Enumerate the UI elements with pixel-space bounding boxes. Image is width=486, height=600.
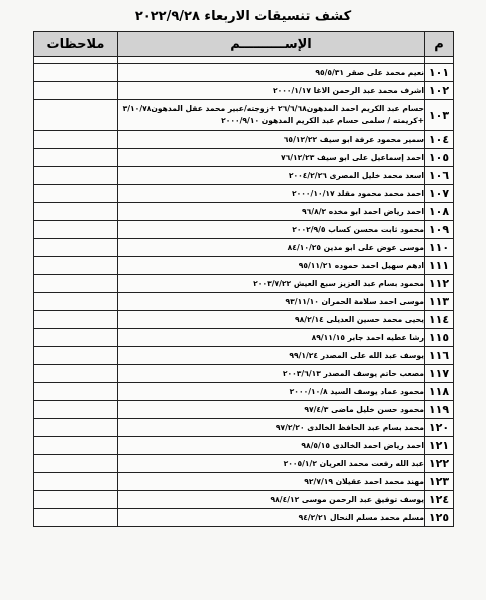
row-notes (34, 383, 118, 401)
row-name: محمود عماد يوسف السيد ٢٠٠٠/١٠/٨ (118, 383, 425, 401)
row-notes (34, 455, 118, 473)
row-name: عبد الله رفعت محمد العريان ٢٠٠٥/١/٢ (118, 455, 425, 473)
table-row (34, 100, 454, 131)
row-number: ١٠٧ (425, 185, 454, 203)
table-row (34, 473, 454, 491)
table-row (34, 365, 454, 383)
row-name: احمد محمد محمود مقلد ٢٠٠٠/١٠/١٧ (118, 185, 425, 203)
row-number: ١٠٦ (425, 167, 454, 185)
table-row (34, 275, 454, 293)
table-row (34, 491, 454, 509)
row-name: مصعب حاتم يوسف المصدر ٢٠٠٣/٦/١٣ (118, 365, 425, 383)
table-row (34, 509, 454, 527)
row-number: ١٢٢ (425, 455, 454, 473)
row-notes (34, 419, 118, 437)
row-number: ١١٣ (425, 293, 454, 311)
table-row (34, 383, 454, 401)
roster-table (33, 31, 454, 527)
row-name: رشا عطيه احمد جابر ٨٩/١١/١٥ (118, 329, 425, 347)
row-name: محمود حسن خليل ماضى ٩٧/٤/٣ (118, 401, 425, 419)
header-name: الإســــــــــم (118, 32, 425, 57)
row-number: ١١٦ (425, 347, 454, 365)
row-number: ١٠٤ (425, 131, 454, 149)
row-number: ١١٨ (425, 383, 454, 401)
spacer-cell (34, 57, 118, 64)
table-row (34, 239, 454, 257)
row-notes (34, 149, 118, 167)
table-row (34, 401, 454, 419)
row-name: احمد رياض احمد ابو مخده ٩٦/٨/٢ (118, 203, 425, 221)
row-notes (34, 167, 118, 185)
table-row (34, 167, 454, 185)
row-name: اشرف محمد عبد الرحمن الاغا ٢٠٠٠/١/١٧ (118, 82, 425, 100)
row-name: احمد رياض احمد الخالدى ٩٨/٥/١٥ (118, 437, 425, 455)
row-number: ١٠٥ (425, 149, 454, 167)
spacer-row (34, 57, 454, 64)
page-title: كشف تنسيقات الاربعاء ٢٠٢٢/٩/٢٨ (134, 9, 352, 24)
row-name: يوسف عبد الله على المصدر ٩٩/١/٢٤ (118, 347, 425, 365)
row-number: ١١١ (425, 257, 454, 275)
row-notes (34, 365, 118, 383)
row-notes (34, 239, 118, 257)
row-number: ١٠١ (425, 64, 454, 82)
row-notes (34, 347, 118, 365)
table-row (34, 419, 454, 437)
row-number: ١١٢ (425, 275, 454, 293)
row-name: مهند محمد احمد عقيلان ٩٢/٧/١٩ (118, 473, 425, 491)
row-name: محمود ثابت محسن كساب ٢٠٠٢/٩/٥ (118, 221, 425, 239)
row-name: مسلم محمد مسلم النحال ٩٤/٢/٢١ (118, 509, 425, 527)
row-number: ١١٧ (425, 365, 454, 383)
row-number: ١٠٢ (425, 82, 454, 100)
row-name: يوسف توفيق عبد الرحمن موسى ٩٨/٤/١٢ (118, 491, 425, 509)
row-notes (34, 100, 118, 131)
row-notes (34, 437, 118, 455)
row-number: ١١٩ (425, 401, 454, 419)
row-notes (34, 329, 118, 347)
row-notes (34, 509, 118, 527)
table-row (34, 82, 454, 100)
row-notes (34, 275, 118, 293)
table-row (34, 149, 454, 167)
table-row (34, 455, 454, 473)
table-row (34, 437, 454, 455)
row-name: سمير محمود عرفة ابو سيف ٦٥/١٢/٢٢ (118, 131, 425, 149)
row-name: يحيى محمد حسين العديلى ٩٨/٢/١٤ (118, 311, 425, 329)
table-row (34, 221, 454, 239)
table-row (34, 64, 454, 82)
row-name: نعيم محمد على صقر ٩٥/٥/٣١ (118, 64, 425, 82)
row-name: محمود بسام عبد العزيز سبع العيش ٢٠٠٣/٧/٢٢ (118, 275, 425, 293)
row-notes (34, 203, 118, 221)
row-name: حسام عبد الكريم احمد المدهون٢٦/٦/٦٨ +زوجته/عبير محمد عقل المدهون٣/١٠/٧٨ +كريمته / سلمى حسام عبد الكريم المدهون ٢٠٠٠/٩/١٠ (118, 100, 425, 131)
row-number: ١١٥ (425, 329, 454, 347)
row-number: ١١٠ (425, 239, 454, 257)
table-row (34, 329, 454, 347)
table-row (34, 347, 454, 365)
row-number: ١٢٥ (425, 509, 454, 527)
row-number: ١٢١ (425, 437, 454, 455)
row-notes (34, 82, 118, 100)
row-number: ١٠٨ (425, 203, 454, 221)
table-row (34, 293, 454, 311)
row-notes (34, 257, 118, 275)
table-row (34, 203, 454, 221)
row-notes (34, 221, 118, 239)
row-number: ١٠٣ (425, 100, 454, 131)
table-header-row (34, 32, 454, 57)
row-name: ادهم سهيل احمد حموده ٩٥/١١/٢١ (118, 257, 425, 275)
row-number: ١٢٣ (425, 473, 454, 491)
row-notes (34, 64, 118, 82)
table-row (34, 257, 454, 275)
row-name: محمد بسام عبد الحافظ الخالدى ٩٧/٢/٢٠ (118, 419, 425, 437)
row-number: ١٢٠ (425, 419, 454, 437)
header-num: م (425, 32, 454, 57)
row-name: موسى احمد سلامة الحمران ٩٣/١١/١٠ (118, 293, 425, 311)
row-notes (34, 131, 118, 149)
row-notes (34, 401, 118, 419)
spacer-cell (118, 57, 425, 64)
header-notes: ملاحظات (34, 32, 118, 57)
row-notes (34, 293, 118, 311)
row-notes (34, 185, 118, 203)
row-notes (34, 491, 118, 509)
row-notes (34, 311, 118, 329)
row-number: ١٠٩ (425, 221, 454, 239)
table-row (34, 311, 454, 329)
table-body (34, 57, 454, 527)
table-row (34, 185, 454, 203)
table-row (34, 131, 454, 149)
row-notes (34, 473, 118, 491)
row-number: ١١٤ (425, 311, 454, 329)
row-name: اسعد محمد خليل المصرى ٢٠٠٤/٢/٢٦ (118, 167, 425, 185)
spacer-cell (425, 57, 454, 64)
row-name: احمد إسماعيل على ابو سيف ٧٦/١٢/٢٣ (118, 149, 425, 167)
row-number: ١٢٤ (425, 491, 454, 509)
row-name: موسى عوض على ابو مدين ٨٤/١٠/٢٥ (118, 239, 425, 257)
